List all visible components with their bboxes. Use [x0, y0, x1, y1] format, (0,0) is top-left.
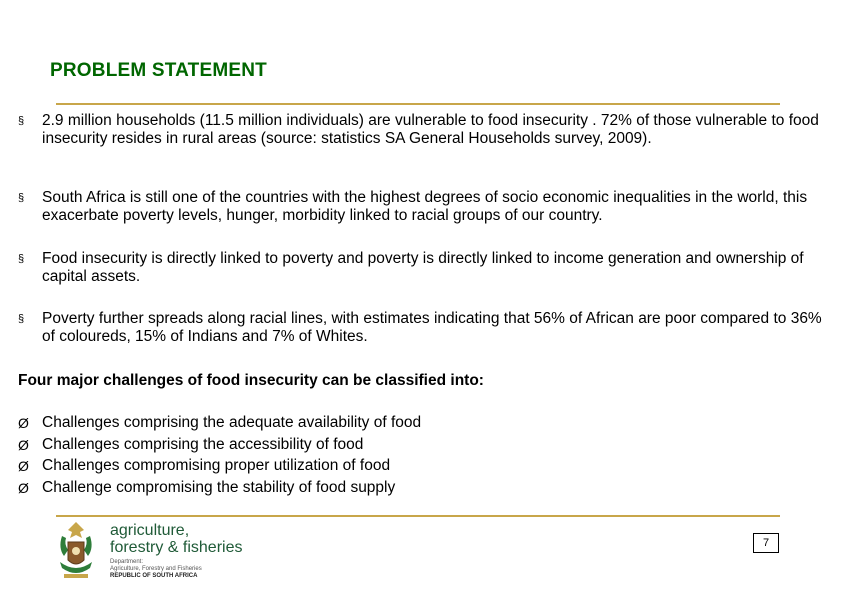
arrow-bullet-icon: Ø — [18, 479, 29, 496]
challenge-text: Challenges compromising proper utilization of food — [42, 457, 391, 474]
bullet-text: Food insecurity is directly linked to poverty and poverty is directly linked to income generation and ownership of capital assets. — [42, 250, 804, 285]
top-divider — [56, 103, 780, 105]
bullet-poverty-link — [18, 250, 822, 286]
slide-title: PROBLEM STATEMENT — [50, 60, 267, 81]
bullet-marker: § — [18, 115, 25, 127]
bullet-households — [18, 112, 822, 148]
arrow-bullet-icon: Ø — [18, 436, 29, 453]
bottom-divider — [56, 515, 780, 517]
bullet-text: 2.9 million households (11.5 million individuals) are vulnerable to food insecurity . 72% of those vulnerable to food insecurity resides in rural areas (source: statistics SA General Households survey, 2009). — [42, 112, 819, 147]
department-logo — [54, 520, 254, 586]
page-number: 7 — [753, 533, 779, 553]
bullet-racial-lines — [18, 310, 822, 346]
challenge-text: Challenges comprising the accessibility of food — [42, 435, 364, 453]
bullet-text: Poverty further spreads along racial lines, with estimates indicating that 56% of African are poor compared to 36% of coloureds, 15% of Indians and 7% of Whites. — [42, 310, 822, 345]
coat-of-arms-icon — [54, 520, 98, 584]
logo-line-2: forestry & fisheries — [110, 539, 243, 556]
bullet-text: South Africa is still one of the countries with the highest degrees of socio economic inequalities in the world, this exacerbate poverty levels, hunger, morbidity linked to racial groups of our country. — [42, 189, 808, 224]
challenges-heading: Four major challenges of food insecurity can be classified into: — [18, 372, 484, 389]
logo-department-name: Agriculture, Forestry and Fisheries — [110, 566, 202, 572]
challenge-text: Challenges comprising the adequate availability of food — [42, 414, 422, 431]
bullet-marker: § — [18, 192, 25, 204]
challenge-text: Challenge compromising the stability of food supply — [42, 478, 396, 496]
bullet-marker: § — [18, 313, 25, 325]
logo-country: REPUBLIC OF SOUTH AFRICA — [110, 573, 198, 579]
arrow-bullet-icon: Ø — [18, 415, 29, 431]
bullet-inequality — [18, 189, 822, 225]
arrow-bullet-icon: Ø — [18, 458, 29, 474]
bullet-marker: § — [18, 253, 25, 265]
logo-department-label: Department: — [110, 559, 144, 565]
logo-line-1: agriculture, — [110, 522, 190, 539]
